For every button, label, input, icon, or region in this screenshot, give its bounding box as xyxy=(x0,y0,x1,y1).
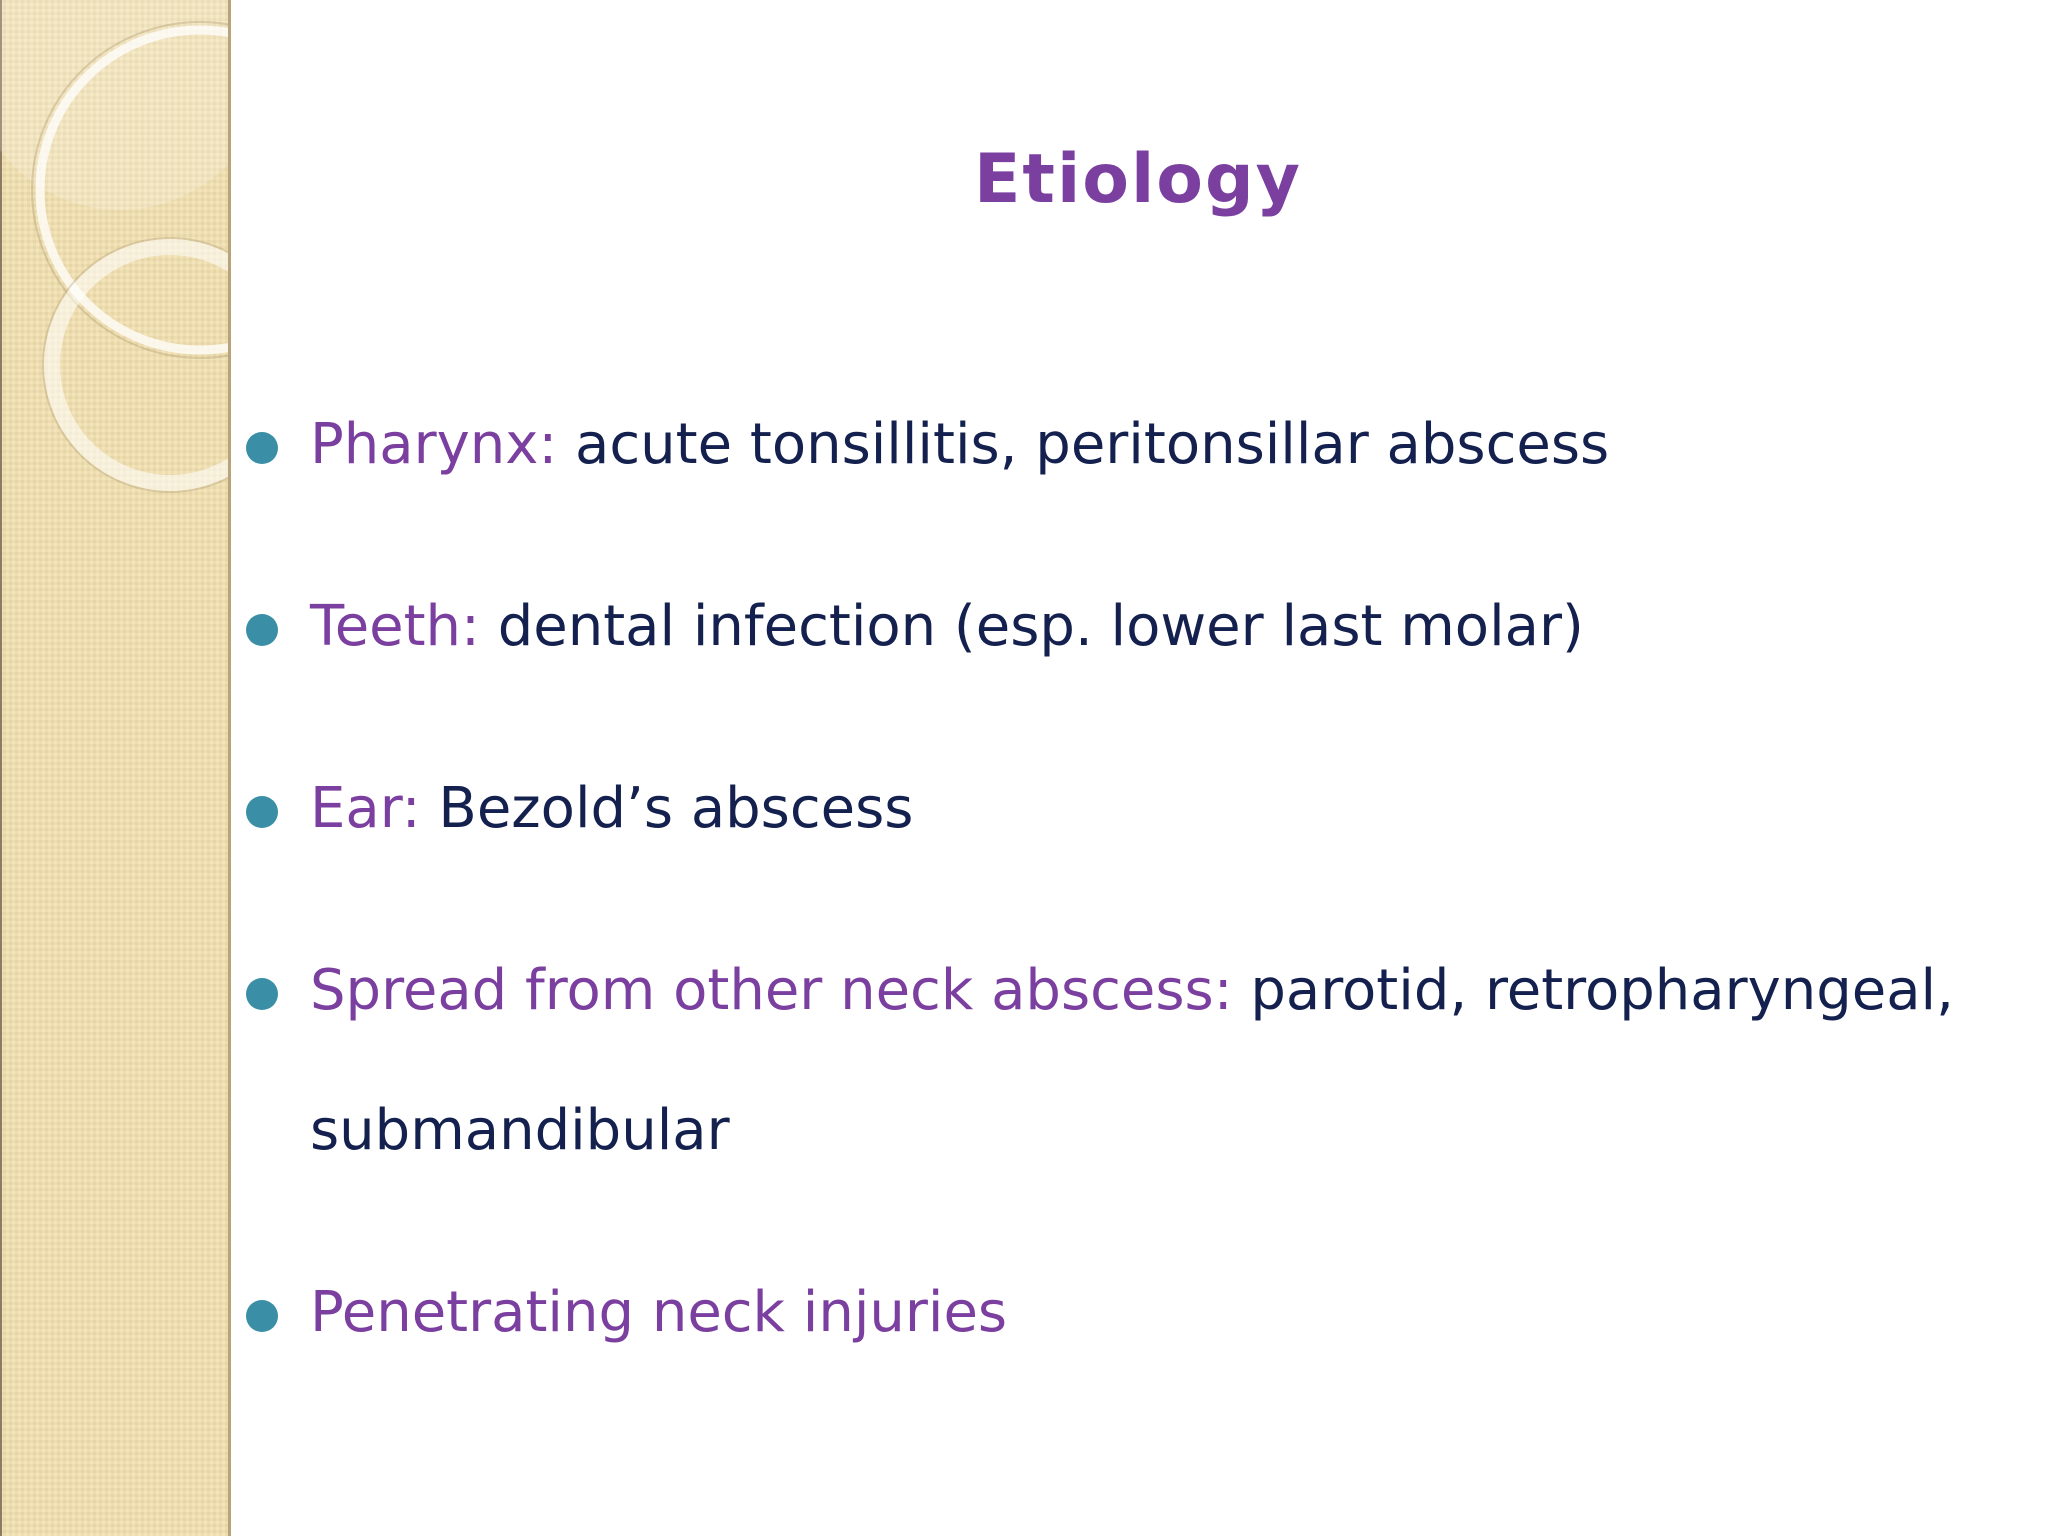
list-item xyxy=(246,921,2006,1201)
bullet-dot-icon xyxy=(246,978,278,1010)
bullet-lead: Ear: xyxy=(310,776,421,841)
side-panel-edge xyxy=(228,0,231,1536)
bullet-dot-icon xyxy=(246,1300,278,1332)
bullet-list xyxy=(246,410,2006,1460)
list-item xyxy=(246,1278,2006,1348)
side-panel xyxy=(0,0,228,1536)
bullet-lead: Pharynx: xyxy=(310,412,558,477)
bullet-text: dental infection (esp. lower last molar) xyxy=(479,594,1584,659)
bullet-lead: Spread from other neck abscess: xyxy=(310,958,1233,1023)
decorative-rings-icon xyxy=(0,0,228,520)
bullet-dot-icon xyxy=(246,796,278,828)
bullet-lead: Penetrating neck injuries xyxy=(310,1280,1008,1345)
list-item xyxy=(246,592,2006,662)
slide-title: Etiology xyxy=(973,140,1302,219)
bullet-text: Bezold’s abscess xyxy=(420,776,914,841)
bullet-text: acute tonsillitis, peritonsillar abscess xyxy=(557,412,1610,477)
bullet-dot-icon xyxy=(246,432,278,464)
bullet-dot-icon xyxy=(246,614,278,646)
list-item xyxy=(246,410,2006,480)
bullet-lead: Teeth: xyxy=(310,594,480,659)
bullet-text: parotid, retropharyngeal, submandibular xyxy=(310,958,1954,1163)
list-item xyxy=(246,774,2006,844)
